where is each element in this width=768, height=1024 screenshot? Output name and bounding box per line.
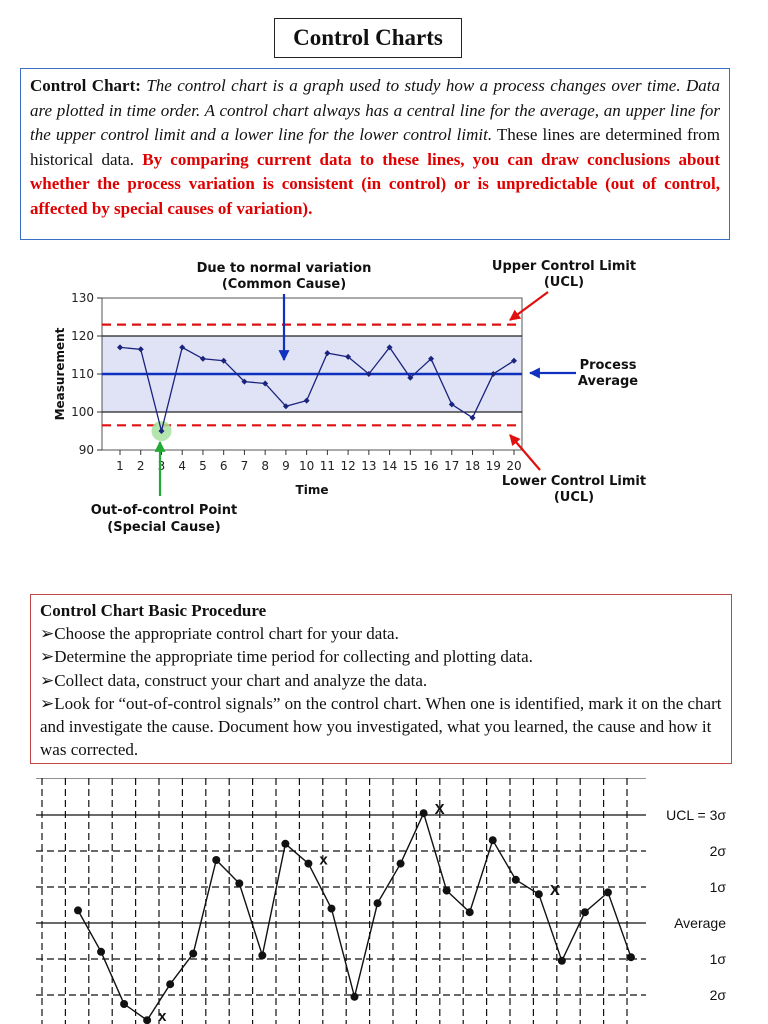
x-tick-label: 3: [157, 459, 166, 473]
process-point: [535, 890, 543, 898]
x-tick-label: 6: [219, 459, 228, 473]
annotation-ucl-line2: (UCL): [543, 275, 585, 290]
procedure-box: [30, 594, 732, 764]
x-tick-label: 17: [444, 459, 460, 473]
out-of-control-marker: X: [549, 882, 560, 900]
process-point: [420, 809, 428, 817]
y-axis-label: Measurement: [53, 327, 67, 421]
x-tick-label: 7: [240, 459, 249, 473]
process-point: [581, 908, 589, 916]
process-point: [604, 888, 612, 896]
reference-line-label: 1σ: [709, 951, 726, 967]
reference-line-label: 2σ: [709, 987, 726, 1003]
procedure-step-4: [40, 692, 722, 762]
procedure-step-1: [40, 622, 722, 645]
bullet-arrow-icon: ➢: [40, 670, 55, 690]
control-chart-sigma-zones: [36, 778, 768, 1024]
bullet-arrow-icon: ➢: [40, 624, 55, 644]
annotation-out-of-control-line2: (Special Cause): [107, 520, 221, 535]
control-chart-example: [48, 252, 688, 552]
process-point: [235, 879, 243, 887]
process-point: [74, 906, 82, 914]
y-tick-label: 90: [78, 443, 94, 457]
x-tick-label: 8: [261, 459, 269, 473]
x-tick-label: 2: [136, 459, 145, 473]
x-tick-label: 16: [423, 459, 439, 473]
y-tick-label: 110: [71, 367, 94, 381]
process-point: [558, 957, 566, 965]
x-tick-label: 4: [178, 459, 187, 473]
page-title: Control Charts: [274, 18, 462, 58]
intro-lead: Control Chart:: [30, 76, 141, 95]
process-point: [489, 836, 497, 844]
procedure-step-text: Collect data, construct your chart and analyze the data.: [54, 670, 428, 690]
intro-highlight: By comparing current data to these lines, you can draw conclusions about whether the process variation is consistent (in control) or is unpredictable (out of control, affected by special causes of variation).: [30, 149, 721, 218]
process-point: [512, 876, 520, 884]
process-point: [212, 856, 220, 864]
intro-plain: These lines are determined from historical data.: [30, 125, 720, 169]
intro-definition: The control chart is a graph used to study how a process changes over time. Data are plotted in time order. A control chart always has a central line for the average, an upper line for the upper control limit and a lower line for the lower control limit.: [30, 76, 720, 144]
process-point: [327, 905, 335, 913]
annotation-lcl-line2: (UCL): [553, 490, 595, 505]
y-tick-label: 100: [71, 405, 94, 419]
bullet-arrow-icon: ➢: [40, 647, 55, 667]
process-point: [143, 1016, 151, 1024]
annotation-normal-variation-line1: Due to normal variation: [196, 261, 372, 276]
process-point: [374, 899, 382, 907]
x-tick-label: 9: [282, 459, 290, 473]
process-point: [97, 948, 105, 956]
x-tick-label: 15: [402, 459, 418, 473]
annotation-process-average-line1: Process: [579, 358, 637, 373]
x-tick-label: 20: [506, 459, 522, 473]
x-tick-label: 5: [199, 459, 207, 473]
x-tick-label: 13: [361, 459, 377, 473]
process-point: [304, 860, 312, 868]
x-axis-label: Time: [295, 483, 329, 497]
x-tick-label: 12: [340, 459, 356, 473]
reference-line-label: 2σ: [709, 843, 726, 859]
process-point: [120, 1000, 128, 1008]
annotation-normal-variation-line2: (Common Cause): [221, 277, 347, 292]
procedure-step-text: Look for “out-of-control signals” on the control chart. When one is identified, mark it on the chart and investigate the cause. Document how you investigated, what you learned, the cause and how it was corrected.: [40, 693, 722, 760]
bullet-arrow-icon: ➢: [40, 693, 55, 713]
arrow-ucl: [510, 292, 548, 320]
x-tick-label: 18: [464, 459, 481, 473]
procedure-step-3: [40, 669, 722, 692]
process-series-line: [78, 813, 631, 1020]
y-tick-label: 120: [71, 329, 94, 343]
annotation-lcl-line1: Lower Control Limit: [501, 474, 647, 489]
reference-line-label: 1σ: [709, 879, 726, 895]
x-tick-label: 14: [381, 459, 398, 473]
annotation-ucl-line1: Upper Control Limit: [491, 259, 637, 274]
procedure-step-2: [40, 645, 722, 668]
y-tick-label: 130: [71, 291, 94, 305]
intro-definition-box: [20, 68, 730, 240]
process-point: [443, 887, 451, 895]
process-point: [281, 840, 289, 848]
annotation-process-average-line2: Average: [577, 374, 639, 389]
annotation-out-of-control-line1: Out-of-control Point: [90, 503, 238, 518]
procedure-step-text: Determine the appropriate time period for collecting and plotting data.: [54, 647, 533, 667]
out-of-control-marker: X: [434, 801, 445, 819]
process-point: [397, 860, 405, 868]
procedure-heading: Control Chart Basic Procedure: [40, 601, 267, 620]
process-point: [351, 993, 359, 1001]
process-point: [258, 951, 266, 959]
reference-line-label: UCL = 3σ: [666, 807, 726, 823]
x-tick-label: 19: [485, 459, 501, 473]
process-point: [627, 953, 635, 961]
process-point: [189, 950, 197, 958]
x-tick-label: 11: [319, 459, 336, 473]
process-point: [466, 908, 474, 916]
out-of-control-marker: x: [319, 851, 328, 869]
out-of-control-marker: x: [158, 1008, 167, 1024]
x-tick-label: 1: [116, 459, 124, 473]
reference-line-label: Average: [674, 915, 726, 931]
x-tick-label: 10: [298, 459, 315, 473]
procedure-step-text: Choose the appropriate control chart for your data.: [54, 624, 399, 644]
process-point: [166, 980, 174, 988]
